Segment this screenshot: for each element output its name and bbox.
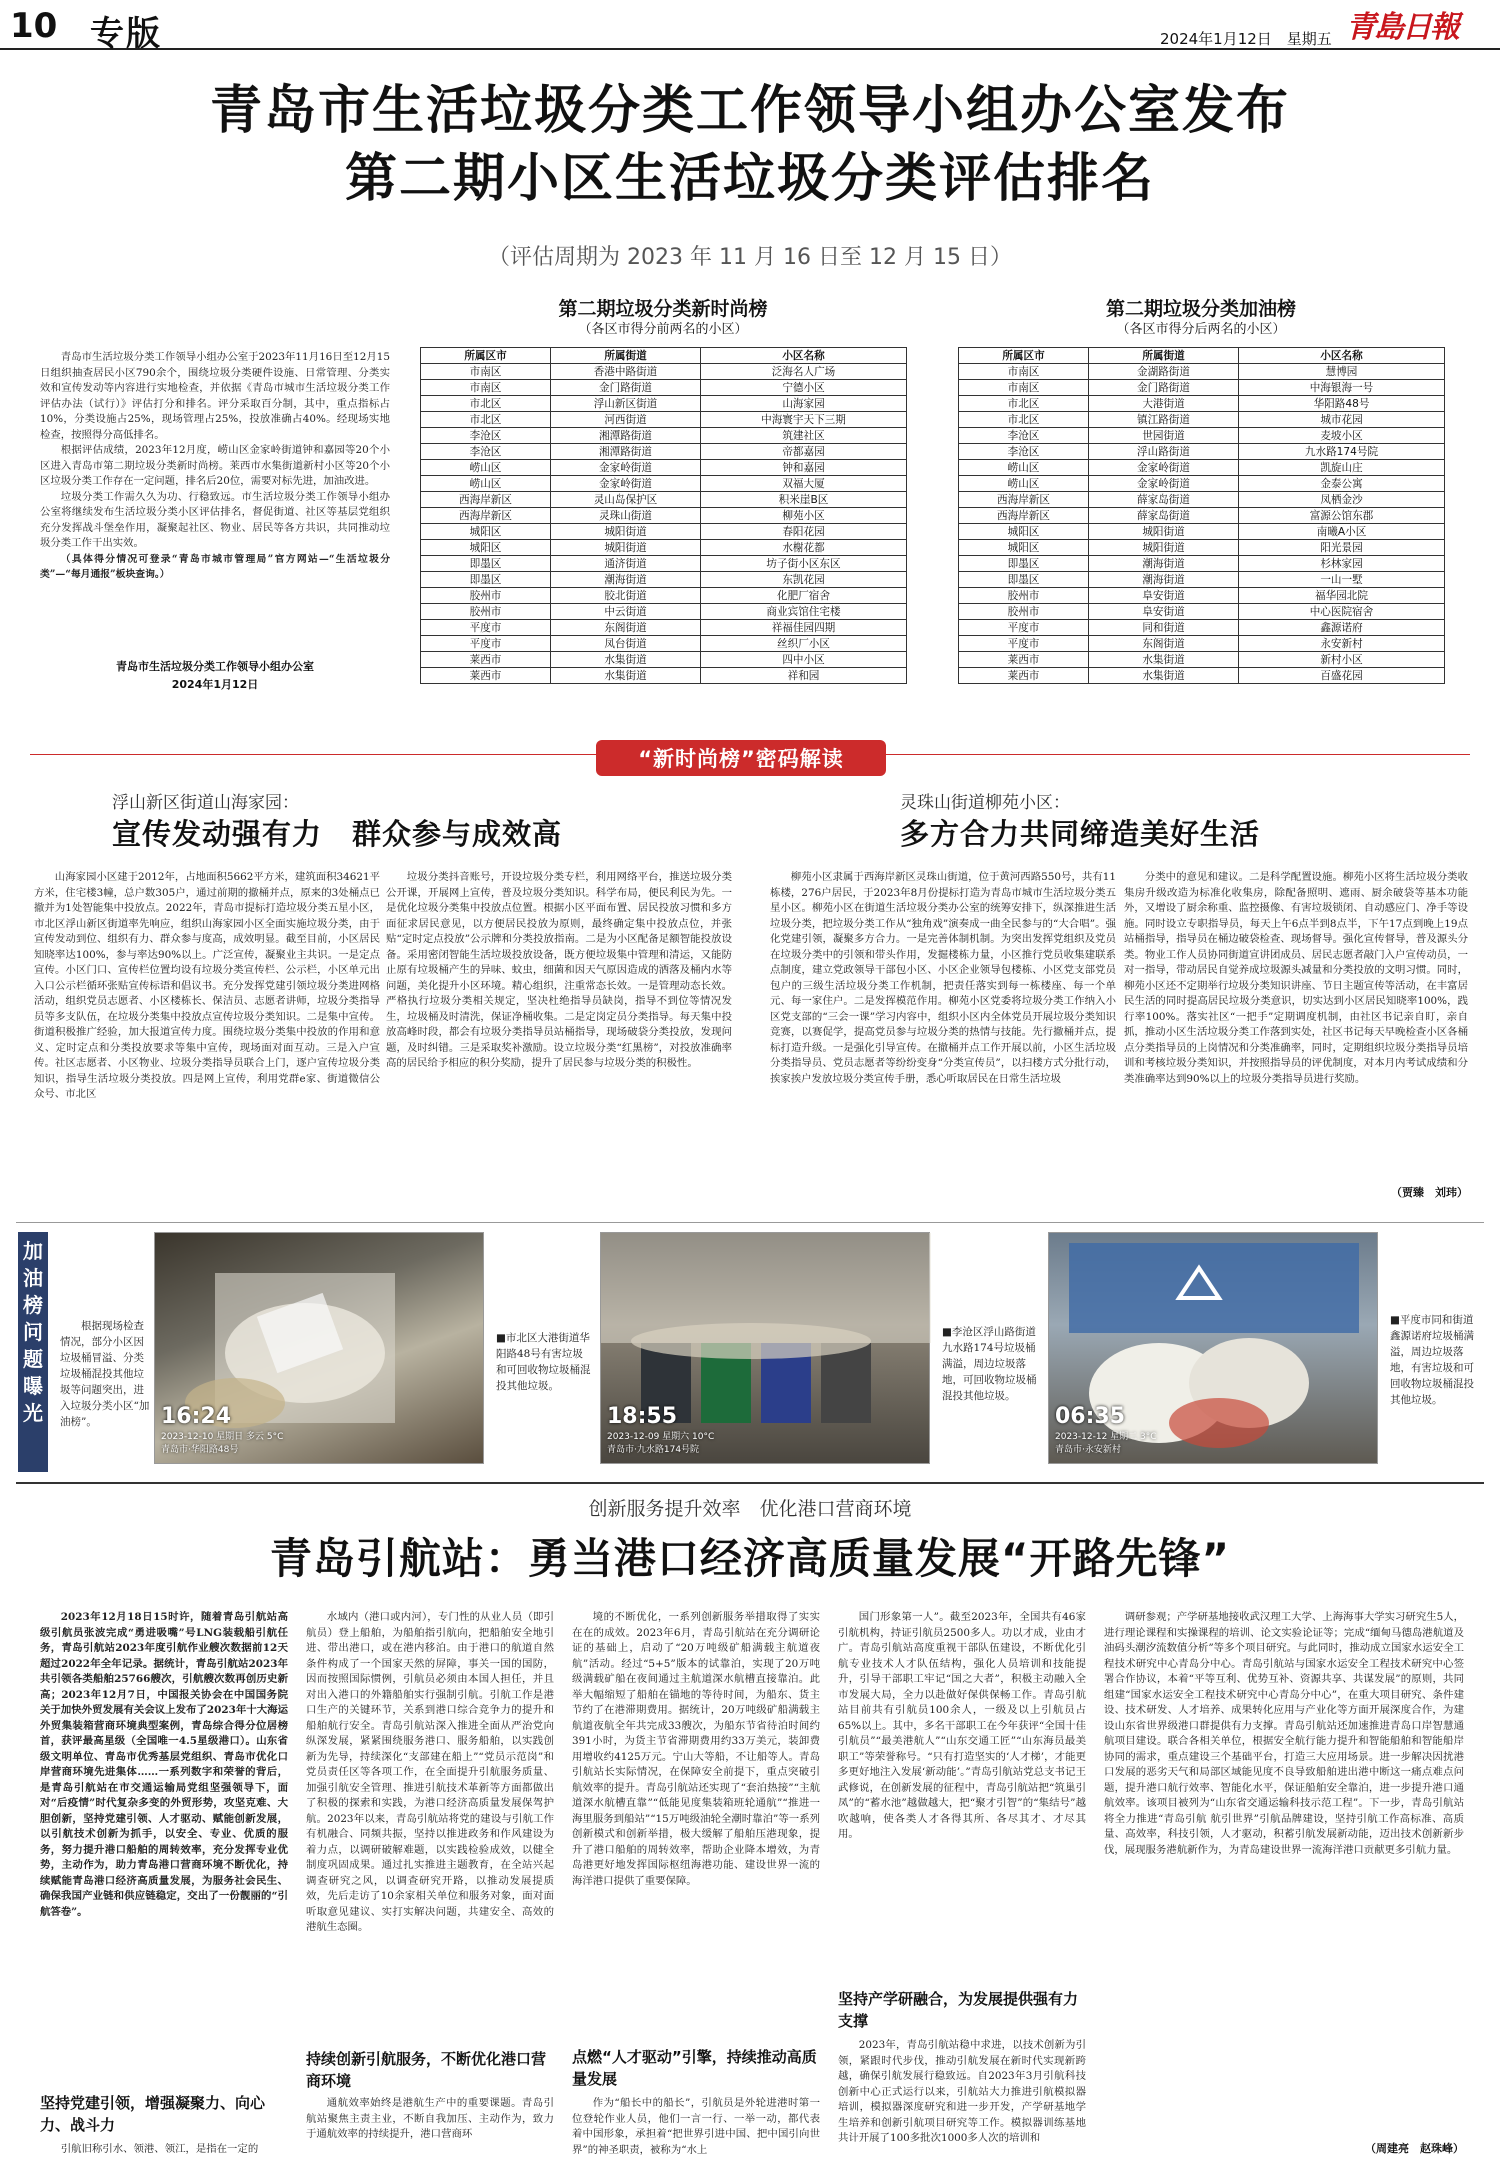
pilot-col2-text: 水域内（港口或内河），专门性的从业人员（即引航员）登上船舶，为船舶指引航向，把船舶安全地引进、带出港口，或在港内移泊。由于港口的航道自然条件构成了一个国家天然的屏障，事关一国的国防，因而按照国际惯例，引航员必须由本国人担任，并且对出入港口的外籍船舶实行强制引航。引航工作是港口生产的关键环节，关系到港口综合竞争力的提升和船舶航行安全。青岛引航站深入推进全面从严治党向纵深发展，紧紧围绕服务港口、服务船舶，以实践创新为先导，持续深化“支部建在船上”“党员示范岗”和党员责任区等各项工作，在全面提升引航服务质量、加强引航安全管理、推进引航技术革新等方面都做出了积极的探索和实践，为港口经济高质量发展保驾护航。2023年以来，青岛引航站将党的建设与引航工作有机融合、同频共振，坚持以推进政务和作风建设为着力点，以调研破解难题，以实践检验成效，以健全制度巩固成果。通过扎实推进主题教育，在全站兴起调查研究之风，以调查研究开路，以推动发展提质效，先后走访了10余家相关单位和服务对象，面对面听取意见建议、实打实解决问题，共建安全、高效的港航生态圈。 — [306, 1611, 554, 1933]
table-cell: 李沧区 — [959, 428, 1089, 444]
pilot-col3 — [572, 1610, 820, 2158]
table-cell: 钟和嘉园 — [701, 460, 907, 476]
table-cell: 柳苑小区 — [701, 508, 907, 524]
intro-signature: 青岛市生活垃圾分类工作领导小组办公室 — [116, 660, 314, 673]
table-row — [421, 428, 907, 444]
pilot-subhead-3: 点燃“人才驱动”引擎，持续推动高质量发展 — [572, 2048, 817, 2088]
table-row — [421, 412, 907, 428]
table-cell: 金家岭街道 — [551, 476, 701, 492]
table-cell: 胶北街道 — [551, 588, 701, 604]
table-row — [959, 524, 1445, 540]
table-cell: 南曦A小区 — [1239, 524, 1445, 540]
table-cell: 丝织厂小区 — [701, 636, 907, 652]
table-row — [959, 636, 1445, 652]
table-cell: 李沧区 — [959, 444, 1089, 460]
table-cell: 西海岸新区 — [959, 492, 1089, 508]
table-cell: 金家岭街道 — [1089, 476, 1239, 492]
table-cell: 市北区 — [421, 412, 551, 428]
table-row — [421, 476, 907, 492]
pilot-col3-text: 境的不断优化，一系列创新服务举措取得了实实在在的成效。2023年6月，青岛引航站在充分调研论证的基础上，启动了“20万吨级矿船满载主航道夜航”活动。经过“5+5”版本的试靠泊，实现了20万吨级满载矿船在夜间通过主航道深水航槽直接靠泊。此举大幅缩短了船舶在锚地的等待时间，为船东、货主节约了在港滞期费用。据统计，20万吨级矿船满载主航道夜航全年共完成33艘次，为船东节省待泊时间约391小时，为货主节省滞期费用约33万美元，装卸费用增收约4125万元。宁山大等船，不让船等人。青岛引航站长实际情况，在保障安全前提下，重点突破引航效率的提升。青岛引航站还实现了“套泊热接”“主航道深水航槽直靠”“低能见度集装箱班轮通航”“推进一海里服务到船站”“15万吨级油轮全潮时靠泊”等一系列创新模式和创新举措，极大缓解了船舶压港现象，提升了港口船舶的周转效率，帮助企业降本增效，为青岛港更好地发挥国际枢纽海港功能、建设世界一流的海洋港口提供了重要保障。 — [572, 1611, 820, 1887]
table-cell: 崂山区 — [421, 476, 551, 492]
table-cell: 西海岸新区 — [421, 508, 551, 524]
pilot-title: 青岛引航站：勇当港口经济高质量发展“开路先锋” — [269, 1534, 1231, 1583]
exposure-caption-2: ■李沧区浮山路街道九水路174号垃圾桶满溢，周边垃圾落地，可回收物垃圾桶混投其他垃圾。 — [942, 1326, 1037, 1402]
ranking-table-new — [420, 347, 907, 684]
column-header: 所属街道 — [1089, 348, 1239, 364]
table-cell: 凤栖金沙 — [1239, 492, 1445, 508]
table-new-title: 第二期垃圾分类新时尚榜 — [558, 298, 768, 320]
table-row — [421, 364, 907, 380]
table-row — [959, 460, 1445, 476]
table-row — [959, 620, 1445, 636]
table-cell: 胶州市 — [421, 604, 551, 620]
table-cell: 九水路174号院 — [1239, 444, 1445, 460]
pilot-col3-text: 作为“船长中的船长”，引航员是外轮进港时第一位登轮作业人员，他们一言一行、一举一动，都代表着中国形象，承担着“把世界引进中国、把中国引向世界”的神圣职责，被称为“水上 — [572, 2097, 820, 2156]
exposure-photo-1 — [154, 1232, 484, 1464]
table-cell: 市北区 — [959, 412, 1089, 428]
table-cell: 西海岸新区 — [421, 492, 551, 508]
table-cell: 宁德小区 — [701, 380, 907, 396]
table-cell: 新村小区 — [1239, 652, 1445, 668]
table-cell: 金湖路街道 — [1089, 364, 1239, 380]
table-cell: 麦坡小区 — [1239, 428, 1445, 444]
table-cell: 阜安街道 — [1089, 588, 1239, 604]
table-cell: 薛家岛街道 — [1089, 492, 1239, 508]
story1-kicker: 浮山新区街道山海家园： — [112, 793, 299, 813]
table-cell: 百盛花园 — [1239, 668, 1445, 684]
table-cell: 凯旋山庄 — [1239, 460, 1445, 476]
table-cell: 浮山路街道 — [1089, 444, 1239, 460]
table-cell: 慧博园 — [1239, 364, 1445, 380]
table-row — [959, 492, 1445, 508]
table-cell: 化肥厂宿舍 — [701, 588, 907, 604]
table-cell: 阜安街道 — [1089, 604, 1239, 620]
table-row — [421, 508, 907, 524]
table-cell: 莱西市 — [421, 652, 551, 668]
table-cell: 西海岸新区 — [959, 508, 1089, 524]
pilot-col4 — [838, 1610, 1086, 2158]
table-cell: 坊子街小区东区 — [701, 556, 907, 572]
table-row — [959, 396, 1445, 412]
intro-paragraph: （具体得分情况可登录“青岛市城市管理局”官方网站—“生活垃圾分类”—“每月通报”板块查询。） — [40, 553, 390, 580]
table-cell: 潮海街道 — [1089, 572, 1239, 588]
section-name: 专版 — [90, 14, 162, 54]
table-row — [421, 620, 907, 636]
table-cell: 灵珠山街道 — [551, 508, 701, 524]
table-row — [959, 364, 1445, 380]
table-cell: 胶州市 — [421, 588, 551, 604]
table-cell: 城市花园 — [1239, 412, 1445, 428]
table-cell: 莱西市 — [959, 668, 1089, 684]
table-cell: 平度市 — [421, 636, 551, 652]
exposure-photo-2 — [600, 1232, 930, 1464]
table-cell: 东阁街道 — [1089, 636, 1239, 652]
table-cell: 市北区 — [959, 396, 1089, 412]
table-cell: 祥和园 — [701, 668, 907, 684]
table-row — [421, 524, 907, 540]
table-cell: 凤台街道 — [551, 636, 701, 652]
table-row — [421, 380, 907, 396]
pilot-col5 — [1104, 1610, 1464, 2158]
table-row — [421, 652, 907, 668]
table-add-subtitle: （各区市得分后两名的小区） — [1116, 322, 1286, 337]
table-cell: 平度市 — [959, 636, 1089, 652]
page-number: 10 — [10, 6, 58, 46]
table-cell: 城阳区 — [421, 524, 551, 540]
table-row — [959, 540, 1445, 556]
table-cell: 市南区 — [421, 380, 551, 396]
table-cell: 水集街道 — [1089, 652, 1239, 668]
table-cell: 永安新村 — [1239, 636, 1445, 652]
table-cell: 崂山区 — [959, 476, 1089, 492]
table-cell: 商业宾馆住宅楼 — [701, 604, 907, 620]
story2-byline: （贾臻 刘玮） — [1391, 1186, 1468, 1199]
table-row — [421, 396, 907, 412]
table-cell: 湘潭路街道 — [551, 428, 701, 444]
exposure-caption-1: ■市北区大港街道华阳路48号有害垃圾和可回收物垃圾桶混投其他垃圾。 — [496, 1332, 591, 1392]
table-cell: 金门路街道 — [1089, 380, 1239, 396]
table-row — [959, 444, 1445, 460]
table-cell: 薛家岛街道 — [1089, 508, 1239, 524]
story2-col1: 柳苑小区隶属于西海岸新区灵珠山街道，位于黄河西路550号，共有11栋楼，276户居民，于2023年8月份提标打造为青岛市城市生活垃圾分类五星小区。柳苑小区在街道生活垃圾分类办公室的统筹安排下，纵深推进生活垃圾分类，把垃圾分类工作从“独角戏”演奏成一曲全民参与的“大合唱”。强化党建引领，凝聚多方合力。一是完善体制机制。为突出发挥党组织及党员在垃圾分类中的引领和带头作用，发掘楼栋力量，小区推行党员收集建联系点制度，建立党政领导干部包小区、小区企业领导包楼栋、小区党支部党员包户的三级生活垃圾分类工作机制，把责任落实到每一栋楼座、每一个单元、每一家住户。二是发挥模范作用。柳苑小区党委将垃圾分类工作纳入小区党支部的“三会一课”学习内容中，组织小区内全体党员开展垃圾分类知识竞赛，以赛促学，提高党员参与垃圾分类的热情与技能。先行撤桶并点，提标打造升级。一是强化引导宣传。在撤桶并点工作开展以前，小区生活垃圾分类指导员、党员志愿者等纷纷变身“分类宣传员”，以扫楼方式分批行动，挨家挨户发放垃圾分类宣传手册，悉心听取居民在日常生活垃圾 — [770, 871, 1116, 1085]
table-cell: 平度市 — [421, 620, 551, 636]
headline-line2: 第二期小区生活垃圾分类评估排名 — [344, 148, 1155, 209]
table-cell: 即墨区 — [421, 556, 551, 572]
table-row — [421, 444, 907, 460]
table-row — [959, 572, 1445, 588]
pilot-col4-text: 2023年，青岛引航站稳中求进，以技术创新为引领，紧跟时代步伐，推动引航发展在新时代实现新跨越，确保引航发展行稳致远。自2023年3月引航科技创新中心正式运行以来，引航站大力推进引航模拟器培训，模拟器深度研究和进一步开发，产学研基地学生培养和创新引航项目研究等工作。模拟器训练基地共计开展了100多批次1000多人次的培训和 — [838, 2039, 1086, 2144]
table-row — [959, 428, 1445, 444]
table-cell: 即墨区 — [421, 572, 551, 588]
story2-title: 多方合力共同缔造美好生活 — [900, 817, 1261, 851]
table-row — [421, 556, 907, 572]
table-cell: 即墨区 — [959, 556, 1089, 572]
table-row — [959, 588, 1445, 604]
masthead-logo: 青島日報 — [1346, 10, 1458, 45]
table-cell: 世园街道 — [1089, 428, 1239, 444]
table-cell: 李沧区 — [421, 428, 551, 444]
table-cell: 镇江路街道 — [1089, 412, 1239, 428]
pilot-kicker: 创新服务提升效率 优化港口营商环境 — [588, 1498, 912, 1520]
pilot-col1-text: 2023年12月18日15时许，随着青岛引航站高级引航员张波完成“勇进吸嘴”号LNG装载船引航任务，青岛引航站2023年度引航作业艘次数据前12天超过2022年全年记录。据统计，青岛引航站2023年共引领各类船舶25766艘次，引航艘次数再创历史新高；2023年12月7日，中国报关协会在中国国务院关于加快外贸发展有关会议上发布了2023年十大海运外贸集装箱营商环境典型案例，青岛综合得分位居榜首，获评最高星级（全国唯一4.5星级港口）。山东省级文明单位、青岛市优秀基层党组织、青岛市优化口岸营商环境先进集体……一系列数字和荣誉的背后，是青岛引航站在市交通运输局党组坚强领导下，面对“后疫情”时代复杂多变的外贸形势，攻坚克难、大胆创新，坚持党建引领、人才驱动、赋能创新发展，以引航技术创新为抓手，以安全、专业、优质的服务，努力提升港口船舶的周转效率，充分发挥专业优势，主动作为，助力青岛港口营商环境不断优化，持续赋能青岛港口经济高质量发展，为服务社会民生、确保我国产业链和供应链稳定，交出了一份靓丽的“引航答卷”。 — [40, 1611, 288, 1918]
table-cell: 即墨区 — [959, 572, 1089, 588]
table-cell: 金门路街道 — [551, 380, 701, 396]
table-cell: 大港街道 — [1089, 396, 1239, 412]
column-header: 小区名称 — [701, 348, 907, 364]
table-add-title: 第二期垃圾分类加油榜 — [1105, 298, 1296, 320]
table-cell: 通济街道 — [551, 556, 701, 572]
table-cell: 积米崖B区 — [701, 492, 907, 508]
table-cell: 崂山区 — [421, 460, 551, 476]
table-cell: 金家岭街道 — [1089, 460, 1239, 476]
table-new-subtitle: （各区市得分前两名的小区） — [578, 322, 748, 337]
table-cell: 中云街道 — [551, 604, 701, 620]
table-row — [959, 652, 1445, 668]
table-cell: 福华园北院 — [1239, 588, 1445, 604]
table-row — [421, 588, 907, 604]
table-row — [959, 476, 1445, 492]
pilot-col5-text: 调研参观；产学研基地接收武汉理工大学、上海海事大学实习研究生5人，进行理论课程和实操课程的培训、论文实验论证等；完成“缅甸马德岛港航道及油码头潮汐流数值分析”等多个项目研究。与此同时，推动成立国家水运安全工程技术研究中心青岛分中心。青岛引航站与国家水运安全工程技术研究中心签署合作协议，本着“平等互利、优势互补、资源共享、共谋发展”的原则，共同组建“国家水运安全工程技术研究中心青岛分中心”，在重大项目研究、条件建设、技术研发、人才培养、成果转化应用与产业化等方面开展深度合作，为建设山东省世界级港口群提供有力支撑。青岛引航站还加速推进青岛口岸智慧通航项目建设。联合各相关单位，根据安全航行能力提升和智能船舶和智能船岸协同的需求，重点建设三个基础平台，打造三大应用场景。进一步解决因扰港口发展的恶劣天气和局部区域能见度不良导致船舶进出港中断这一痛点难点问题，提升港口航行效率、智能化水平，保证船舶安全靠泊，进一步提升港口通航效率。该项目被列为“山东省交通运输科技示范工程”。下一步，青岛引航站将全力推进“青岛引航 航引世界”引航品牌建设，坚持引航工作高标准、高质量、高效率，科技引领，人才驱动，积蓄引航发展新动能，迈出技术创新新步伐，展现服务港航新作为，为青岛建设世界一流海洋港口贡献更多引航力量。 — [1104, 1611, 1464, 1856]
pilot-col2 — [306, 1610, 554, 2158]
intro-sign-date: 2024年1月12日 — [171, 678, 259, 691]
page-header — [0, 0, 1500, 54]
exposure-side-tag: 加油榜问题曝光 — [18, 1232, 48, 1472]
exposure-caption-3: ■平度市同和街道鑫源诺府垃圾桶满溢，周边垃圾落地，有害垃圾和可回收物垃圾桶混投其他垃圾。 — [1390, 1314, 1474, 1406]
table-cell: 胶州市 — [959, 604, 1089, 620]
table-row — [421, 636, 907, 652]
table-cell: 崂山区 — [959, 460, 1089, 476]
table-cell: 城阳街道 — [551, 540, 701, 556]
table-cell: 鑫源诺府 — [1239, 620, 1445, 636]
photo-timestamp: 06:35 2023-12-12 星期二 3°C 青岛市·永安新村 — [1055, 1404, 1157, 1455]
table-cell: 灵山岛保护区 — [551, 492, 701, 508]
table-cell: 筑建社区 — [701, 428, 907, 444]
table-cell: 城阳区 — [421, 540, 551, 556]
pilot-col1 — [40, 1610, 288, 2158]
decode-banner: “新时尚榜”密码解读 — [596, 740, 886, 776]
table-cell: 市南区 — [959, 364, 1089, 380]
table-row — [959, 380, 1445, 396]
table-row — [421, 668, 907, 684]
table-row — [959, 556, 1445, 572]
table-cell: 水榭花都 — [701, 540, 907, 556]
table-cell: 一山一墅 — [1239, 572, 1445, 588]
table-cell: 市南区 — [421, 364, 551, 380]
pilot-subhead-4: 坚持产学研融合，为发展提供强有力支撑 — [838, 1990, 1079, 2030]
headline-line1: 青岛市生活垃圾分类工作领导小组办公室发布 — [209, 80, 1290, 141]
divider — [16, 1222, 1484, 1223]
exposure-photo-3 — [1048, 1232, 1378, 1464]
table-cell: 李沧区 — [421, 444, 551, 460]
table-cell: 中心医院宿舍 — [1239, 604, 1445, 620]
pilot-byline: （周建亮 赵珠峰） — [1365, 2142, 1464, 2155]
table-cell: 胶州市 — [959, 588, 1089, 604]
table-row — [959, 412, 1445, 428]
issue-date: 2024年1月12日 星期五 — [1160, 30, 1332, 48]
table-cell: 杉林家园 — [1239, 556, 1445, 572]
column-header: 所属区市 — [959, 348, 1089, 364]
table-cell: 平度市 — [959, 620, 1089, 636]
intro-paragraph: 根据评估成绩，2023年12月度，崂山区金家岭街道钟和嘉园等20个小区进入青岛市第二期垃圾分类新时尚榜。莱西市水集街道新村小区等20个小区垃圾分类工作存在一定问题，排名后20位，需要对标先进，加油改进。 — [40, 444, 390, 487]
table-cell: 山海家园 — [701, 396, 907, 412]
photo-timestamp: 16:24 2023-12-10 星期日 多云 5°C 青岛市·华阳路48号 — [161, 1404, 284, 1455]
table-row — [421, 460, 907, 476]
story1-title: 宣传发动强有力 群众参与成效高 — [112, 817, 563, 851]
table-cell: 市南区 — [959, 380, 1089, 396]
pilot-col4-text: 国门形象第一人”。截至2023年，全国共有46家引航机构，持证引航员2500多人。功以才成，业由才广。青岛引航站高度重视干部队伍建设，不断优化引航专业技术人才队伍结构，强化人员培训和技能提升，引导干部职工牢记“国之大者”，积极主动融入全市发展大局，全力以赴做好保供保畅工作。青岛引航站目前共有引航员100余人，一级及以上引航员占65%以上。其中，多名干部职工在今年获评“全国十佳引航员”“最美港航人”“山东交通工匠”“山东海员最美职工”等荣誉称号。“只有打造坚实的‘人才梯’，才能更多更好地注入发展‘新动能’。”青岛引航站党总支书记王武修说，在创新发展的征程中，青岛引航站把“筑巢引凤”的“蓄水池”越做越大，把“聚才引智”的“集结号”越吹越响，使各类人才各得其所、各尽其才、才尽其用。 — [838, 1611, 1086, 1840]
table-cell: 水集街道 — [551, 652, 701, 668]
table-cell: 中海寰宇天下三期 — [701, 412, 907, 428]
pilot-subhead-2: 持续创新引航服务，不断优化港口营商环境 — [306, 2050, 547, 2090]
table-row — [421, 492, 907, 508]
ranking-table-add — [958, 347, 1445, 684]
table-row — [421, 540, 907, 556]
table-cell: 湘潭路街道 — [551, 444, 701, 460]
table-cell: 城阳街道 — [1089, 540, 1239, 556]
table-cell: 城阳街道 — [1089, 524, 1239, 540]
table-cell: 东阁街道 — [551, 620, 701, 636]
table-cell: 华阳路48号 — [1239, 396, 1445, 412]
column-header: 小区名称 — [1239, 348, 1445, 364]
table-cell: 河西街道 — [551, 412, 701, 428]
table-cell: 东凯花园 — [701, 572, 907, 588]
intro-paragraph: 垃圾分类工作需久久为功、行稳致远。市生活垃圾分类工作领导小组办公室将继续发布生活垃圾分类小区评估排名，督促街道、社区等基层党组织充分发挥战斗堡垒作用，凝聚起社区、物业、居民等各方共识，共同推动垃圾分类工作干出实效。 — [40, 490, 390, 549]
table-cell: 金泰公寓 — [1239, 476, 1445, 492]
table-row — [421, 572, 907, 588]
table-row — [959, 508, 1445, 524]
table-cell: 潮海街道 — [551, 572, 701, 588]
table-cell: 莱西市 — [959, 652, 1089, 668]
story2-col2: 分类中的意见和建议。二是科学配置设施。柳苑小区将生活垃圾分类收集房升级改造为标准化收集房，除配备照明、遮雨、厨余破袋等基本功能外，又增设了厨余称重、监控摄像、有害垃圾锁闭、自动感应门、净手等设施。同时设立专职指导员，每天上午6点半到8点半，下午17点到晚上19点站桶指导，指导员在桶边破袋检查、现场督导。强化宣传督导，普及源头分类。物业工作人员协同街道宣讲团成员、居民志愿者敲门入户宣传动员，一对一指导，带动居民自觉养成垃圾源头减量和分类投放的文明习惯。同时，柳苑小区还不定期举行垃圾分类知识讲座、节日主题宣传等活动，在丰富居民生活的同时提高居民垃圾分类意识，切实达到小区居民知晓率100%，践行率100%。落实社区“一把手”定期调度机制，由社区书记亲自盯，亲自抓，推动小区生活垃圾分类工作落到实处，社区书记每天早晚检查小区各桶点分类指导员的上岗情况和分类准确率，同时，定期组织垃圾分类指导员培训和考核垃圾分类知识，并按照指导员的评优制度，对本月内考试成绩和分类准确率达到90%以上的垃圾分类指导员进行奖励。 — [1124, 871, 1468, 1085]
table-cell: 双福大厦 — [701, 476, 907, 492]
table-cell: 城阳区 — [959, 540, 1089, 556]
story1-col1: 山海家园小区建于2012年，占地面积5662平方米，建筑面积34621平方米，住宅楼3幢，总户数305户，通过前期的撤桶并点，原来的3处桶点已撤并为1处智能集中投放点。2022年，青岛市提标打造垃圾分类五星小区，市北区浮山新区街道率先响应，组织山海家园小区全面实施垃圾分类，由于宣传发动到位、组织有力、群众参与度高，成效明显。截至目前，小区居民知晓率达100%，参与率达90%以上。广泛宣传，凝聚业主共识。一是定点宣传。小区门口、宣传栏位置均设有垃圾分类宣传栏、公示栏，小区单元出入口公示栏循环张贴宣传标语和倡议书。充分发挥党建引领垃圾分类进网格活动，组织党员志愿者、小区楼栋长、保洁员、志愿者讲师，垃圾分类指导员等多支队伍，在垃圾分类集中投放点宣传垃圾分类知识。二是集中宣传。街道积极推广经验，加大报道宣传力度。围绕垃圾分类集中投放的作用和意义、定时定点和分类投放要求等集中宣传，现场面对面互动。三是入户宣传。社区志愿者、小区物业、垃圾分类指导员联合上门，逐户宣传垃圾分类知识，指导生活垃圾分类投放。四是网上宣传，利用党群e家、街道微信公众号、市北区 — [34, 871, 380, 1100]
intro-paragraph: 青岛市生活垃圾分类工作领导小组办公室于2023年11月16日至12月15日组织抽查居民小区790余个，围绕垃圾分类硬件设施、日常管理、分类实效和宣传发动等内容进行实地检查，并依据《青岛市城市生活垃圾分类工作评估办法（试行）》评估打分和排名。评分采取百分制，其中，重点指标占10%，分类设施占25%，现场管理占25%，投放准确占40%。经现场实地检查，按照得分高低排名。 — [40, 351, 390, 441]
table-row — [959, 668, 1445, 684]
intro-text — [40, 350, 390, 670]
divider — [16, 1482, 1484, 1484]
table-cell: 金家岭街道 — [551, 460, 701, 476]
table-row — [959, 604, 1445, 620]
table-cell: 富源公馆东郡 — [1239, 508, 1445, 524]
pilot-subhead-1: 坚持党建引领，增强凝聚力、向心力、战斗力 — [40, 2094, 266, 2134]
table-cell: 城阳街道 — [551, 524, 701, 540]
exposure-intro: 根据现场检查情况，部分小区因垃圾桶冒溢、分类垃圾桶混投其他垃圾等问题突出，进入垃圾分类小区“加油榜”。 — [60, 1320, 150, 1428]
table-cell: 潮海街道 — [1089, 556, 1239, 572]
table-cell: 中海银海一号 — [1239, 380, 1445, 396]
table-row — [421, 604, 907, 620]
table-cell: 水集街道 — [551, 668, 701, 684]
table-cell: 阳光景园 — [1239, 540, 1445, 556]
table-cell: 泛海名人广场 — [701, 364, 907, 380]
table-cell: 市北区 — [421, 396, 551, 412]
table-cell: 莱西市 — [421, 668, 551, 684]
table-cell: 同和街道 — [1089, 620, 1239, 636]
pilot-col2-text: 通航效率始终是港航生产中的重要课题。青岛引航站聚焦主责主业，不断自我加压、主动作为，致力于通航效率的持续提升，港口营商环 — [306, 2097, 554, 2140]
pilot-col1-text: 引航旧称引水、领港、领江，是指在一定的 — [60, 2143, 259, 2155]
table-cell: 香港中路街道 — [551, 364, 701, 380]
table-cell: 祥福佳园四期 — [701, 620, 907, 636]
table-cell: 浮山新区街道 — [551, 396, 701, 412]
table-cell: 帝都嘉园 — [701, 444, 907, 460]
column-header: 所属街道 — [551, 348, 701, 364]
story2-kicker: 灵珠山街道柳苑小区： — [900, 793, 1070, 813]
table-cell: 城阳区 — [959, 524, 1089, 540]
headline-period: （评估周期为 2023 年 11 月 16 日至 12 月 15 日） — [488, 245, 1012, 270]
table-cell: 水集街道 — [1089, 668, 1239, 684]
table-cell: 四中小区 — [701, 652, 907, 668]
story1-col2: 垃圾分类抖音账号，开设垃圾分类专栏，利用网络平台，推送垃圾分类公开课，开展网上宣传，普及垃圾分类知识。科学布局，便民利民为先。一是优化垃圾分类集中投放点位置。根据小区平面布置、居民投放习惯和多方面征求居民意见，以方便居民投放为原则，最终确定集中投放点位，并张贴“定时定点投放”公示牌和分类投放指南。二是为小区配备足额智能投放设备。采用密闭智能生活垃圾投放设备，既方便垃圾集中管理和清运，又能防止原有垃圾桶产生的异味、蚊虫，细菌和因天气原因造成的洒落及桶内水等问题，美化提升小区环境。精心组织，注重常态长效。一是管理动态长效。严格执行垃圾分类相关规定，坚决杜绝指导员缺岗，指导不到位等情况发生，垃圾桶及时清洗，保证净桶收集。二是定岗定员分类指导。每天集中投放高峰时段，都会有垃圾分类指导员站桶指导，现场破袋分类投放，发现问题，及时纠错。三是采取奖补激励。设立垃圾分类“红黑榜”，对投放准确率高的居民给予相应的积分奖励，提升了居民参与垃圾分类的积极性。 — [386, 871, 732, 1069]
column-header: 所属区市 — [421, 348, 551, 364]
photo-timestamp: 18:55 2023-12-09 星期六 10°C 青岛市·九水路174号院 — [607, 1404, 715, 1455]
table-cell: 春阳花园 — [701, 524, 907, 540]
